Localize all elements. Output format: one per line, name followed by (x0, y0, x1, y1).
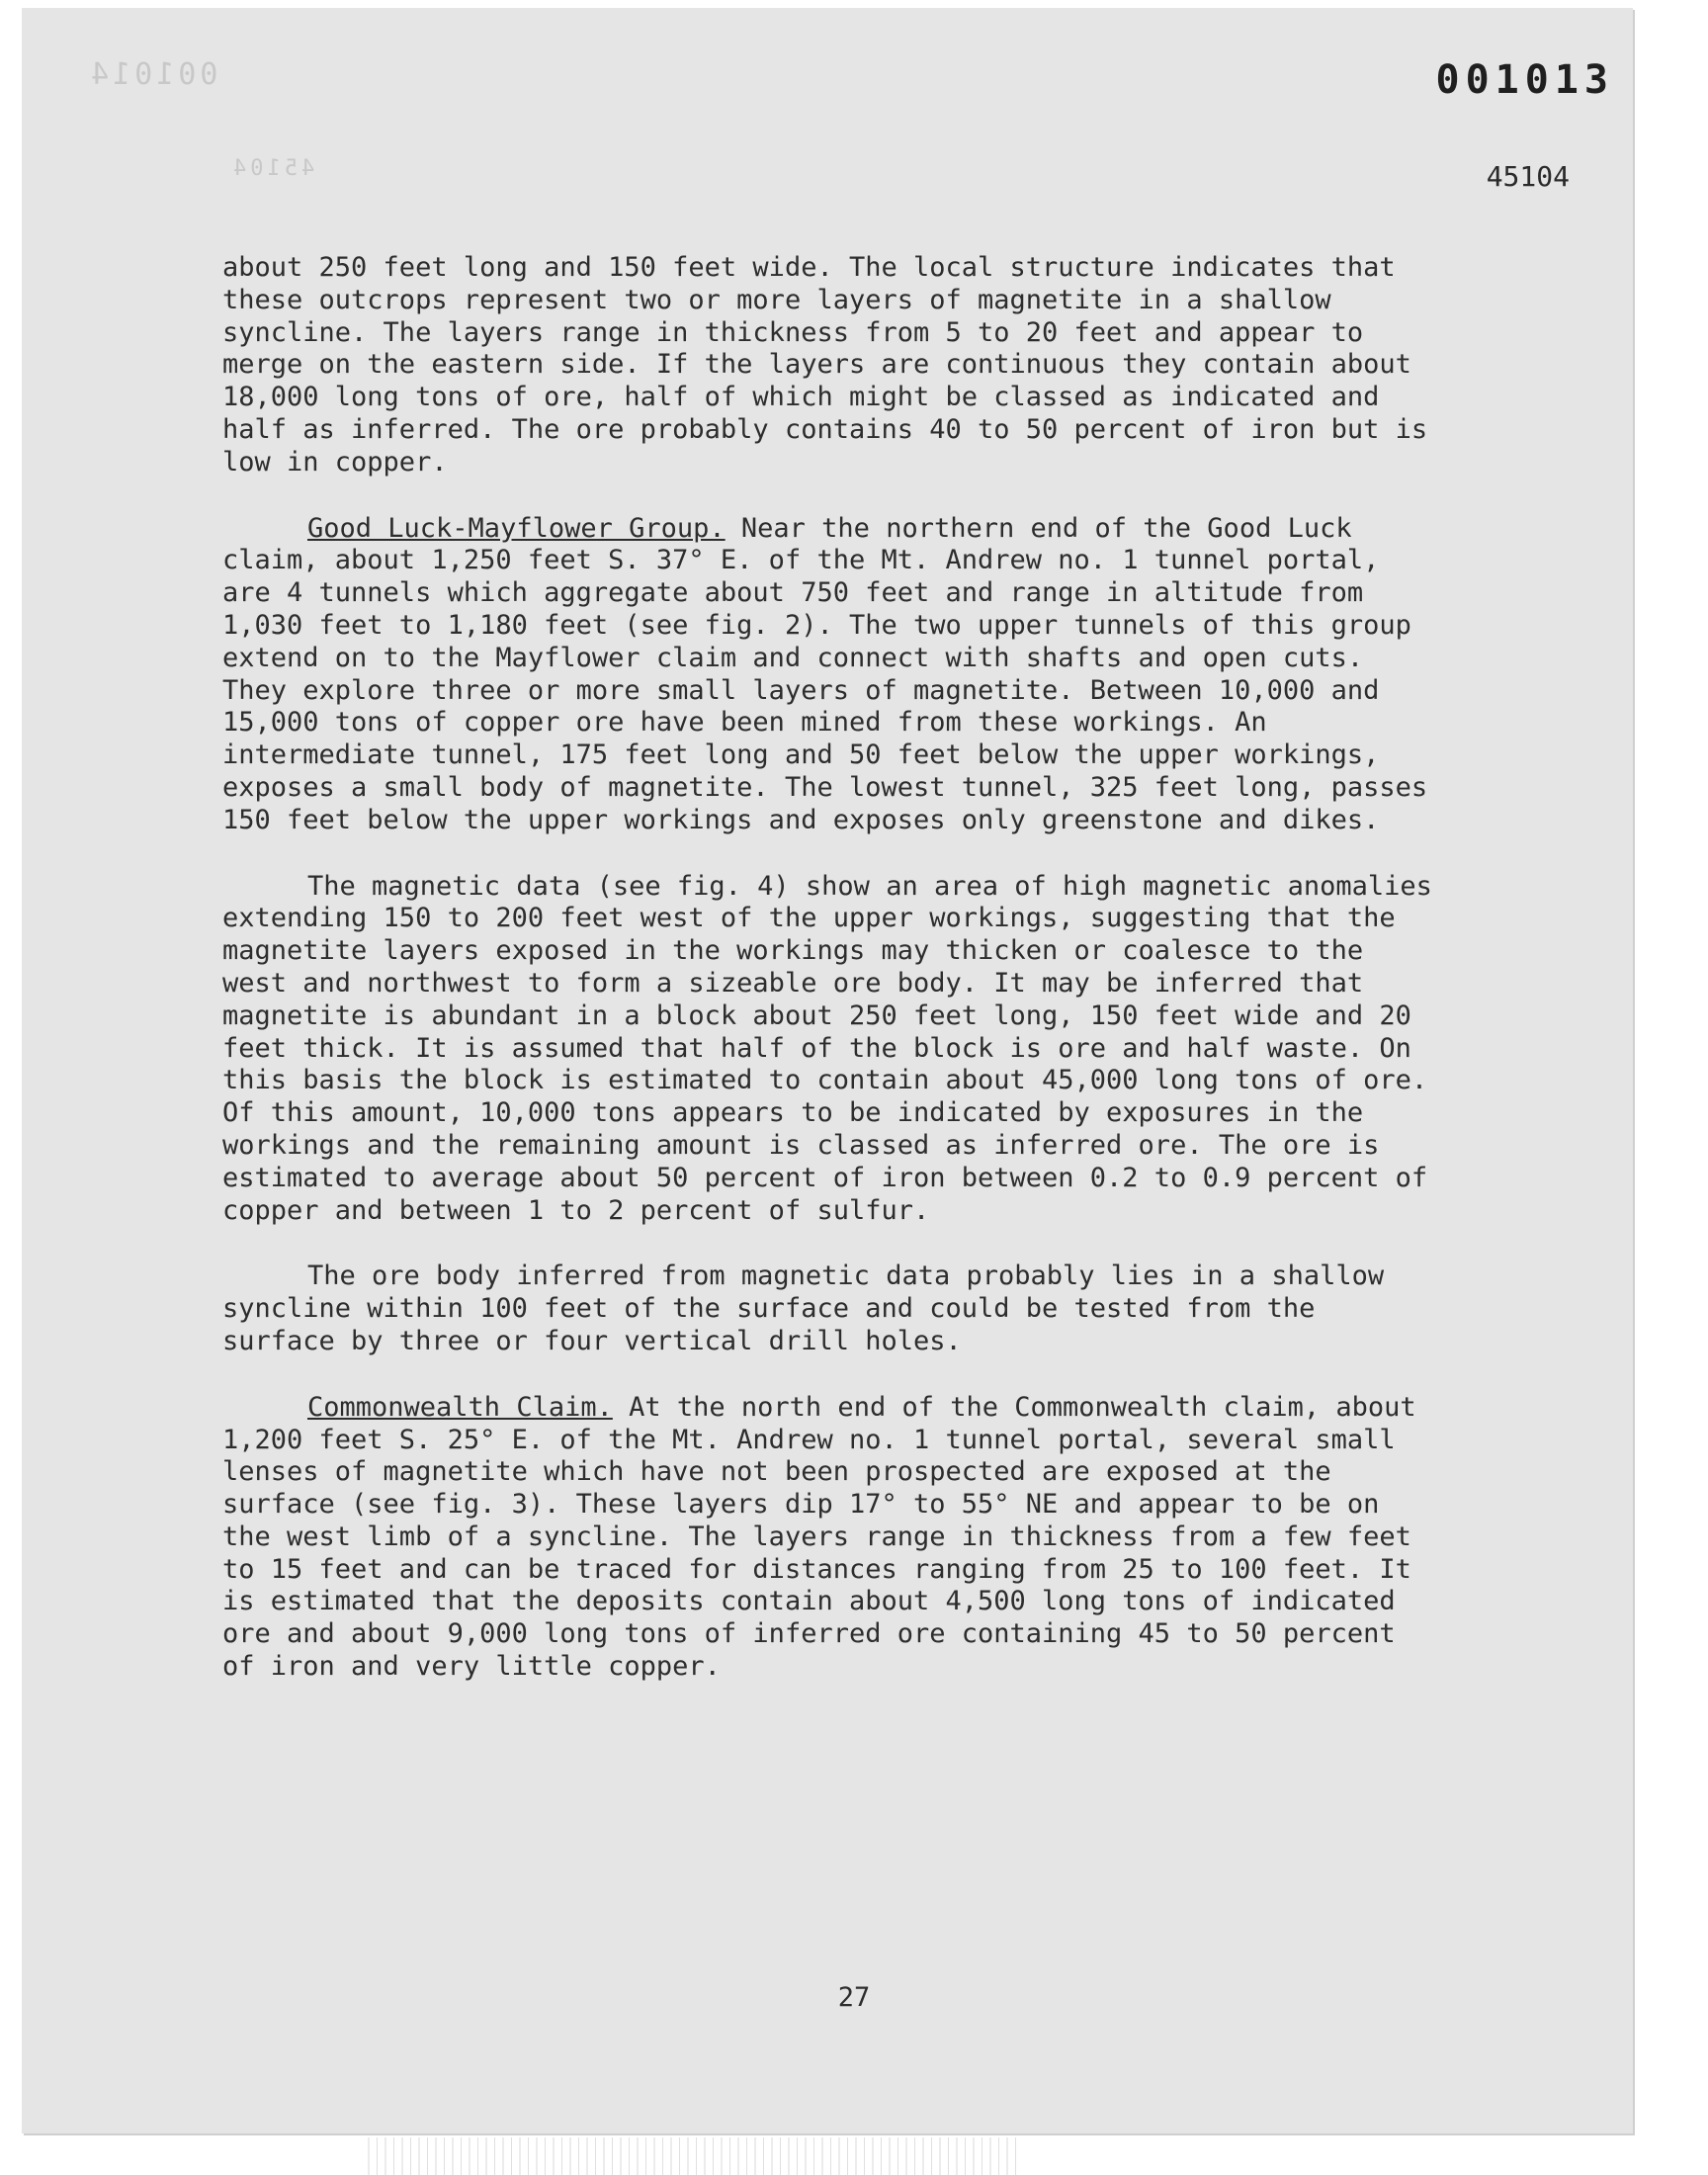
scan-artifact-stripes (368, 2137, 1020, 2175)
section-heading-good-luck: Good Luck-Mayflower Group. (307, 512, 726, 544)
paragraph-magnetic-data-text: The magnetic data (see fig. 4) show an area of high magnetic anomalies extending 150 to 200 feet west of the upper workings, suggesting that the magnetite layers exposed in the workings may thicken or coalesce to the west and northwest to form a sizeable ore body. It may be inferred that magnetite is abundant in a block about 250 feet long, 150 feet wide and 20 feet thick. It is assumed that half of the block is ore and half waste. On this basis the block is estimated to contain about 45,000 long tons of ore. Of this amount, 10,000 tons appears to be indicated by exposures in the workings and the remaining amount is classed as inferred ore. The ore is estimated to average about 50 percent of iron between 0.2 to 0.9 percent of copper and between 1 to 2 percent of sulfur. (222, 870, 1432, 1226)
section-heading-commonwealth: Commonwealth Claim. (307, 1391, 613, 1423)
reference-number: 45104 (1486, 160, 1570, 193)
paragraph-commonwealth (222, 1392, 1440, 1684)
paragraph-ore-body (222, 1261, 1440, 1357)
bleed-through-reference: 45104 (229, 156, 315, 181)
paragraph-good-luck (222, 513, 1440, 837)
document-number: 001013 (1435, 57, 1614, 103)
bleed-through-number: 001014 (87, 57, 218, 92)
paragraph-magnetic-data (222, 871, 1440, 1228)
paragraph-commonwealth-text: At the north end of the Commonwealth claim, about 1,200 feet S. 25° E. of the Mt. Andrew no. 1 tunnel portal, several small lenses of magnetite which have not been prospected are exposed at the surface (see fig. 3). These layers dip 17° to 55° NE and appear to be on the west limb of a syncline. The layers range in thickness from a few feet to 15 feet and can be traced for distances ranging from 25 to 100 feet. It is estimated that the deposits contain about 4,500 long tons of indicated ore and about 9,000 long tons of inferred ore containing 45 to 50 percent of iron and very little copper. (222, 1391, 1416, 1683)
paragraph-ore-body-text: The ore body inferred from magnetic data probably lies in a shallow syncline within 100 feet of the surface and could be tested from the surface by three or four vertical drill holes. (222, 1261, 1385, 1356)
document-body (222, 252, 1440, 1717)
paragraph-1 (222, 252, 1440, 479)
paragraph-good-luck-text: Near the northern end of the Good Luck claim, about 1,250 feet S. 37° E. of the Mt. Andrew no. 1 tunnel portal, are 4 tunnels which aggregate about 750 feet and range in altitude from 1,030 feet to 1,180 feet (see fig. 2). The two upper tunnels of this group extend on to the Mayflower claim and connect with shafts and open cuts. They explore three or more small layers of magnetite. Between 10,000 and 15,000 tons of copper ore have been mined from these workings. An intermediate tunnel, 175 feet long and 50 feet below the upper workings, exposes a small body of magnetite. The lowest tunnel, 325 feet long, passes 150 feet below the upper workings and exposes only greenstone and dikes. (222, 512, 1428, 835)
page-number: 27 (837, 1982, 871, 2013)
paragraph-1-text: about 250 feet long and 150 feet wide. The local structure indicates that these outcrops represent two or more layers of magnetite in a shallow syncline. The layers range in thickness from 5 to 20 feet and appear to merge on the eastern side. If the layers are continuous they contain about 18,000 long tons of ore, half of which might be classed as indicated and half as inferred. The ore probably contains 40 to 50 percent of iron but is low in copper. (222, 252, 1428, 478)
